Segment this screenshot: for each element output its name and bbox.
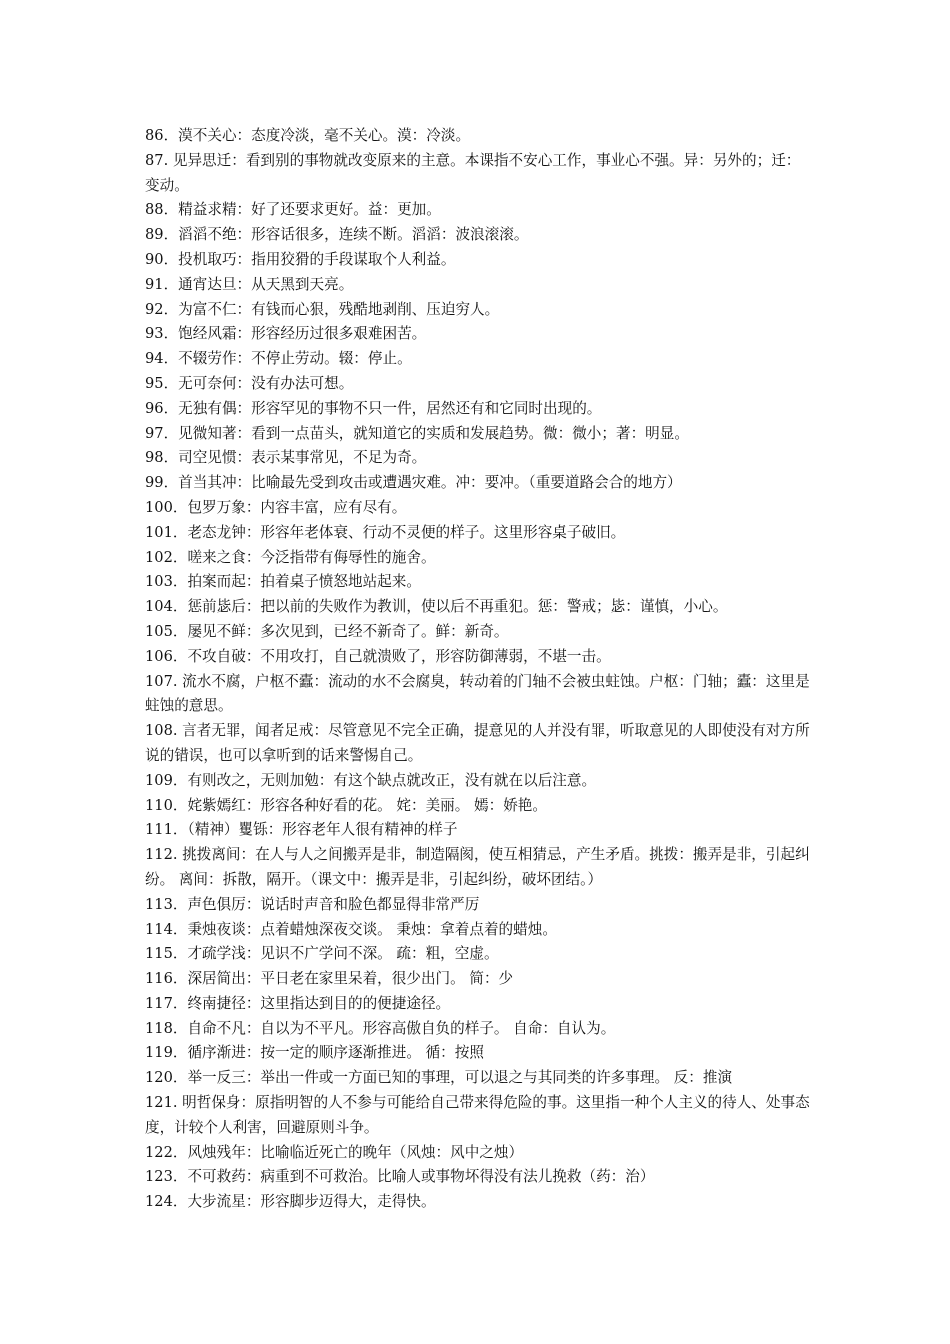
idiom-entry: 111．（精神）矍铄：形容老年人很有精神的样子 <box>145 821 458 839</box>
idiom-entry: 121. 明哲保身：原指明智的人不参与可能给自己带来得危险的事。这里指一种个人主义的待人、处事态度，计较个人利害，回避原则斗争。 <box>145 1094 810 1136</box>
idiom-entry: 96．无独有偶：形容罕见的事物不只一件，居然还有和它同时出现的。 <box>145 399 602 417</box>
idiom-entry: 112. 挑拨离间：在人与人之间搬弄是非，制造隔阂，使互相猜忌，产生矛盾。挑拨：搬弄是非，引起纠纷。 离间：拆散，隔开。（课文中：搬弄是非，引起纠纷，破坏团结。） <box>145 846 810 888</box>
idiom-entry: 107. 流水不腐，户枢不蠹：流动的水不会腐臭，转动着的门轴不会被虫蛀蚀。户枢：门轴；蠹：这里是蛀蚀的意思。 <box>145 672 810 715</box>
idiom-entry: 90．投机取巧：指用狡猾的手段谋取个人利益。 <box>145 250 456 268</box>
idiom-entry: 86．漠不关心：态度冷淡，毫不关心。漠：冷淡。 <box>145 127 471 144</box>
idiom-entry: 123．不可救药：病重到不可救治。比喻人或事物坏得没有法儿挽救（药：治） <box>145 1168 655 1186</box>
idiom-entry: 97．见微知著：看到一点苗头，就知道它的实质和发展趋势。微：微小；著：明显。 <box>145 424 689 442</box>
idiom-entry: 88．精益求精：好了还要求更好。益：更加。 <box>145 201 441 219</box>
idiom-entry: 94．不辍劳作：不停止劳动。辍：停止。 <box>145 350 412 368</box>
idiom-entry: 119．循序渐进：按一定的顺序逐渐推进。 循：按照 <box>145 1044 484 1062</box>
idiom-entry: 87. 见异思迁：看到别的事物就改变原来的主意。本课指不安心工作，事业心不强。异：另外的；迁：变动。 <box>145 151 801 194</box>
idiom-entry: 92．为富不仁：有钱而心狠，残酷地剥削、压迫穷人。 <box>145 300 500 318</box>
idiom-entry: 106．不攻自破：不用攻打，自己就溃败了，形容防御薄弱，不堪一击。 <box>145 647 611 665</box>
idiom-entry: 120．举一反三：举出一件或一方面已知的事理，可以退之与其同类的许多事理。 反：推演 <box>145 1069 733 1087</box>
idiom-entry: 101．老态龙钟：形容年老体衰、行动不灵便的样子。这里形容桌子破旧。 <box>145 523 626 541</box>
idiom-entry: 109．有则改之，无则加勉：有这个缺点就改正，没有就在以后注意。 <box>145 771 597 789</box>
idiom-entry: 114．秉烛夜谈：点着蜡烛深夜交谈。 秉烛：拿着点着的蜡烛。 <box>145 920 557 938</box>
idiom-entry: 116．深居简出：平日老在家里呆着，很少出门。 简：少 <box>145 970 514 988</box>
idiom-entry: 99．首当其冲：比喻最先受到攻击或遭遇灾难。冲：要冲。（重要道路会合的地方） <box>145 474 682 492</box>
idiom-entry: 91．通宵达旦：从天黑到天亮。 <box>145 275 354 293</box>
idiom-entry: 110．姹紫嫣红：形容各种好看的花。 姹：美丽。 嫣：娇艳。 <box>145 796 547 814</box>
idiom-entry: 115．才疏学浅：见识不广学问不深。 疏：粗，空虚。 <box>145 945 499 963</box>
idiom-entry: 108. 言者无罪，闻者足戒：尽管意见不完全正确，提意见的人并没有罪，听取意见的人即使没有对方所说的错误，也可以拿听到的话来警惕自己。 <box>145 722 810 764</box>
idiom-entry: 102．嗟来之食：今泛指带有侮辱性的施舍。 <box>145 548 436 566</box>
idiom-entry: 105．屡见不鲜：多次见到，已经不新奇了。鲜：新奇。 <box>145 622 509 640</box>
idiom-entry: 122．风烛残年：比喻临近死亡的晚年（风烛：风中之烛） <box>145 1143 524 1161</box>
idiom-list <box>145 124 813 1215</box>
idiom-entry: 117．终南捷径：这里指达到目的的便捷途径。 <box>145 994 451 1012</box>
idiom-entry: 89．滔滔不绝：形容话很多，连续不断。滔滔：波浪滚滚。 <box>145 226 529 244</box>
idiom-entry: 100．包罗万象：内容丰富，应有尽有。 <box>145 498 407 516</box>
idiom-entry: 98．司空见惯：表示某事常见，不足为奇。 <box>145 449 427 467</box>
idiom-entry: 104．惩前毖后：把以前的失败作为教训，使以后不再重犯。惩：警戒；毖：谨慎，小心。 <box>145 598 728 616</box>
idiom-entry: 124．大步流星：形容脚步迈得大，走得快。 <box>145 1193 436 1211</box>
idiom-entry: 113．声色俱厉：说话时声音和脸色都显得非常严厉 <box>145 895 480 913</box>
idiom-entry: 95．无可奈何：没有办法可想。 <box>145 374 354 392</box>
idiom-entry: 93．饱经风霜：形容经历过很多艰难困苦。 <box>145 325 427 343</box>
idiom-entry: 118．自命不凡：自以为不平凡。形容高傲自负的样子。 自命：自认为。 <box>145 1019 616 1037</box>
idiom-entry: 103．拍案而起：拍着桌子愤怒地站起来。 <box>145 573 421 591</box>
